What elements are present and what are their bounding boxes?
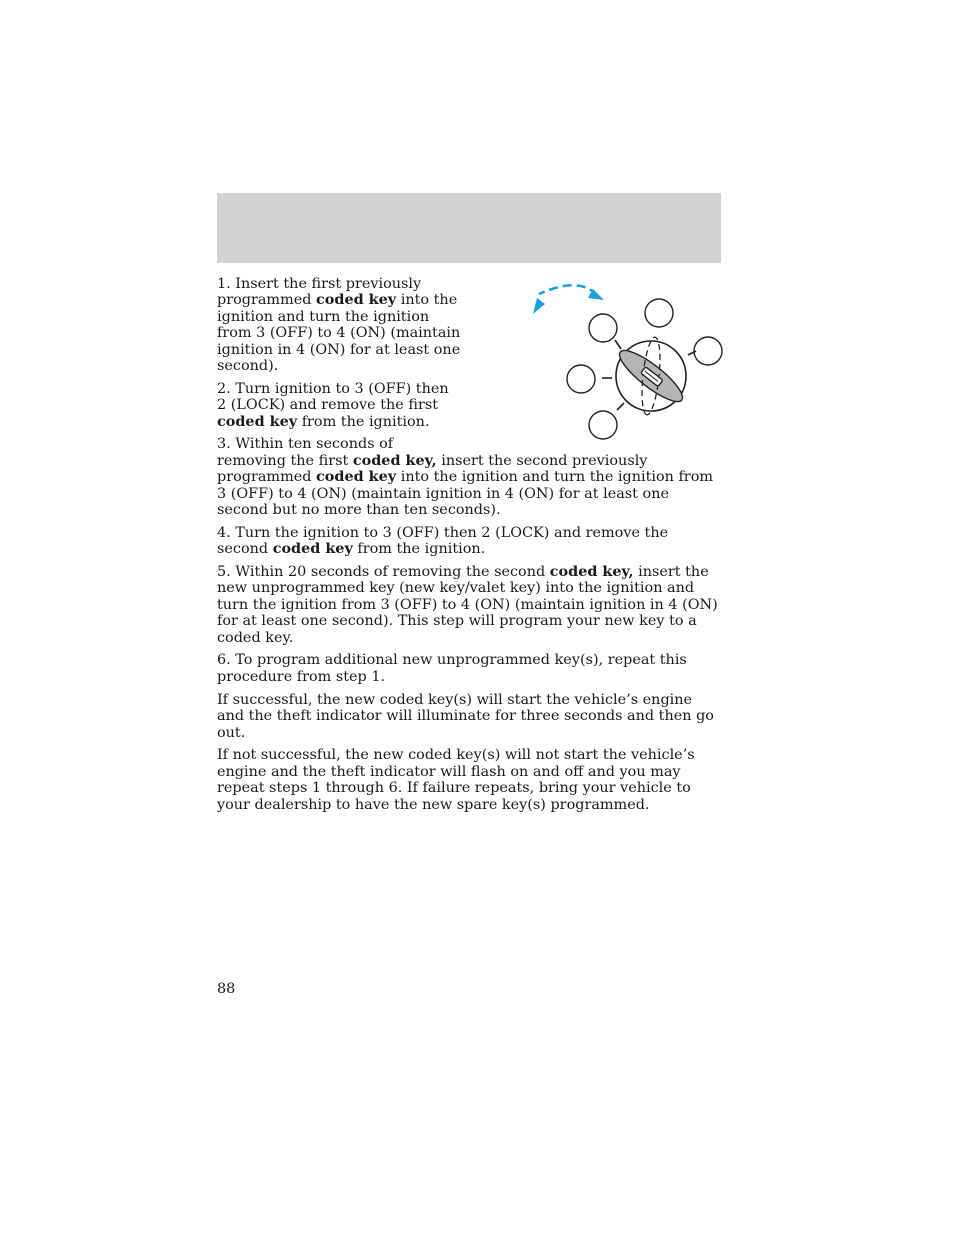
text-run: 2. Turn ignition to 3 (OFF) then 2 (LOCK) and remove the first [217,380,449,414]
bold-term: coded key, [549,563,634,581]
text-run: If successful, the new coded key(s) will start the vehicle’s engine and the theft indicator will illuminate for three seconds and then go out. [217,691,714,741]
text-run: insert the new unprogrammed key (new key/valet key) into the ignition and turn the ignition from 3 (OFF) to 4 (ON) (maintain ignition in 4 (ON) for at least one second). This step will program your new key to a coded key. [217,564,718,646]
text-run: from the ignition. [352,541,486,558]
step-5 [217,564,723,646]
ignition-switch-icon [467,276,723,446]
ignition-diagram [467,276,723,446]
text-run: from the ignition. [297,413,430,430]
bold-term: coded key [316,468,397,486]
step-3 [217,436,723,518]
arrow-head-left [533,298,545,314]
tick-mark [615,340,621,349]
text-run: into the ignition and turn the ignition from 3 (OFF) to 4 (ON) (maintain ignition in 4 (ON) for at least one second). [217,292,461,375]
position-circle [589,411,617,439]
position-circle [645,299,673,327]
header-band [217,193,721,263]
bold-term: coded key, [352,451,437,469]
text-run: If not successful, the new coded key(s) will not start the vehicle’s engine and the theft indicator will flash on and off and you may repeat steps 1 through 6. If failure repeats, bring your vehicle to your dealership to have the new spare key(s) programmed. [217,747,695,813]
text-run: insert the second previously programmed [217,452,648,486]
position-circle [694,337,722,365]
instructions-content [217,276,723,819]
position-circle [567,365,595,393]
text-run: 1. Insert the first previously programmed [217,276,422,309]
step-6 [217,652,723,685]
text-run: 4. Turn the ignition to 3 (OFF) then 2 (LOCK) and remove the second [217,524,669,558]
text-run: 5. Within 20 seconds of removing the second [217,564,550,581]
success-note [217,692,723,741]
page-number: 88 [217,981,236,997]
tick-mark [617,403,624,410]
bold-term: coded key [316,291,397,309]
rotation-arrow [539,285,597,295]
position-circle [589,314,617,342]
step-4 [217,525,723,558]
text-run: 6. To program additional new unprogrammed key(s), repeat this procedure from step 1. [217,652,687,685]
failure-note [217,747,723,813]
bold-term: coded key [272,540,353,558]
text-run: 3. Within ten seconds of removing the first [217,436,394,469]
text-run: into the ignition and turn the ignition from 3 (OFF) to 4 (ON) (maintain ignition in 4 (ON) for at least one second but no more than ten seconds). [217,469,713,519]
bold-term: coded key [217,412,298,430]
